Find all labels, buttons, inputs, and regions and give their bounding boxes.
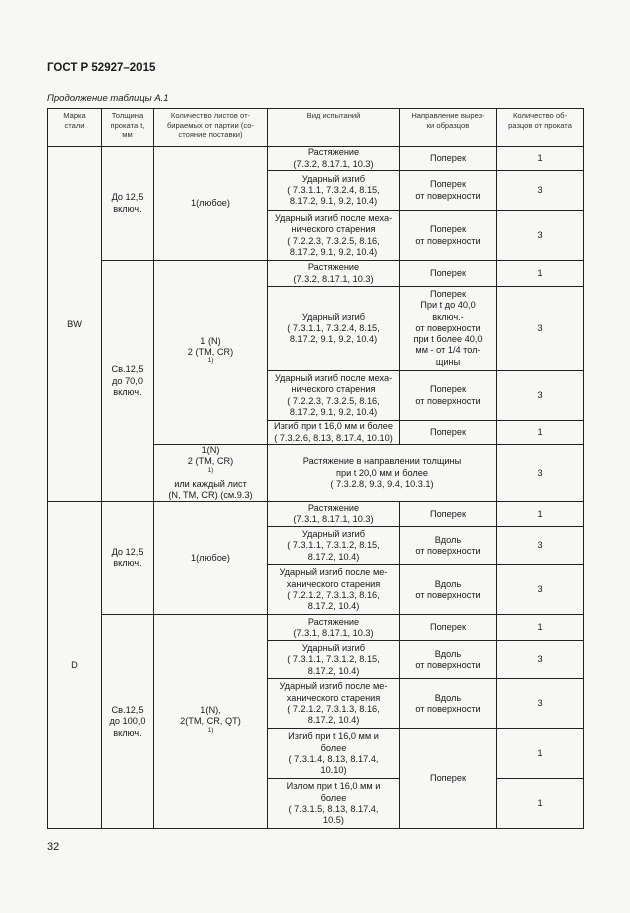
thickness-cell: До 12,5 включ.	[102, 502, 154, 615]
test-cell: Ударный изгиб ( 7.3.1.1, 7.3.1.2, 8.15, 8.17.2, 10.4)	[268, 641, 400, 679]
direction-cell: Поперек При t до 40,0 включ.- от поверхности при t более 40,0 мм - от 1/4 тол- щины	[400, 287, 497, 371]
test-cell: Растяжение (7.3.1, 8.17.1, 10.3)	[268, 502, 400, 527]
qty-cell: 1	[497, 421, 584, 445]
table-row	[48, 615, 584, 641]
test-cell: Растяжение (7.3.1, 8.17.1, 10.3)	[268, 615, 400, 641]
table-row	[48, 261, 584, 287]
header-sheet-count: Количество листов от- бираемых от партии (со- стояние поставки)	[154, 109, 268, 147]
footnote-ref: 1)	[207, 466, 214, 474]
qty-cell: 1	[497, 502, 584, 527]
sheets-cell: 1(N) 2 (TM, CR) $^{1)}$ или каждый лист (N, TM, CR) (см.9.3)	[154, 445, 268, 502]
test-cell: Ударный изгиб после ме- ханического старения ( 7.2.1.2, 7.3.1.3, 8.16, 8.17.2, 10.4)	[268, 679, 400, 729]
sheets-cell: 1(N), 2(TM, CR, QT) $^{1)}$	[154, 615, 268, 829]
grade-cell-d: D	[48, 502, 102, 829]
direction-cell: Вдоль от поверхности	[400, 641, 497, 679]
direction-cell: Поперек	[400, 421, 497, 445]
thickness-cell: Св.12,5 до 70,0 включ.	[102, 261, 154, 502]
test-cell: Ударный изгиб ( 7.3.1.1, 7.3.2.4, 8.15, 8.17.2, 9.1, 9.2, 10.4)	[268, 287, 400, 371]
thickness-cell: До 12,5 включ.	[102, 147, 154, 261]
direction-cell: Поперек	[400, 147, 497, 171]
test-cell: Растяжение (7.3.2, 8.17.1, 10.3)	[268, 147, 400, 171]
qty-cell: 1	[497, 261, 584, 287]
test-cell: Ударный изгиб после ме- ханического старения ( 7.2.1.2, 7.3.1.3, 8.16, 8.17.2, 10.4)	[268, 565, 400, 615]
qty-cell: 3	[497, 211, 584, 261]
header-row	[48, 109, 584, 147]
test-cell: Ударный изгиб ( 7.3.1.1, 7.3.2.4, 8.15, 8.17.2, 9.1, 9.2, 10.4)	[268, 171, 400, 211]
grade-cell-bw: BW	[48, 147, 102, 502]
direction-cell: Поперек	[400, 615, 497, 641]
test-cell: Изгиб при t 16,0 мм и более ( 7.3.2.6, 8.13, 8.17.4, 10.10)	[268, 421, 400, 445]
thickness-cell: Св.12,5 до 100,0 включ.	[102, 615, 154, 829]
direction-cell: Поперек от поверхности	[400, 371, 497, 421]
direction-cell: Вдоль от поверхности	[400, 679, 497, 729]
direction-cell: Поперек от поверхности	[400, 211, 497, 261]
qty-cell: 1	[497, 729, 584, 779]
sheets-cell: 1(любое)	[154, 147, 268, 261]
test-cell: Ударный изгиб после меха- нического старения ( 7.2.2.3, 7.3.2.5, 8.16, 8.17.2, 9.1, 9.2, 10.4)	[268, 211, 400, 261]
test-requirements-table	[47, 108, 584, 829]
direction-cell: Вдоль от поверхности	[400, 565, 497, 615]
test-cell: Излом при t 16,0 мм и более ( 7.3.1.5, 8.13, 8.17.4, 10.5)	[268, 779, 400, 829]
test-cell: Ударный изгиб ( 7.3.1.1, 7.3.1.2, 8.15, 8.17.2, 10.4)	[268, 527, 400, 565]
document-id: ГОСТ Р 52927–2015	[47, 62, 156, 74]
test-cell: Растяжение (7.3.2, 8.17.1, 10.3)	[268, 261, 400, 287]
direction-cell: Поперек	[400, 729, 497, 829]
sheets-cell: 1(любое)	[154, 502, 268, 615]
table-caption: Продолжение таблицы А.1	[47, 93, 169, 104]
direction-cell: Вдоль от поверхности	[400, 527, 497, 565]
header-sample-count: Количество об- разцов от проката	[497, 109, 584, 147]
direction-cell: Поперек	[400, 502, 497, 527]
qty-cell: 3	[497, 565, 584, 615]
header-cut-direction: Направление вырез- ки образцов	[400, 109, 497, 147]
qty-cell: 1	[497, 147, 584, 171]
direction-cell: Поперек от поверхности	[400, 171, 497, 211]
qty-cell: 3	[497, 171, 584, 211]
test-cell: Изгиб при t 16,0 мм и более ( 7.3.1.4, 8.13, 8.17.4, 10.10)	[268, 729, 400, 779]
test-cell: Растяжение в направлении толщины при t 20,0 мм и более ( 7.3.2.8, 9.3, 9.4, 10.3.1)	[268, 445, 497, 502]
direction-cell: Поперек	[400, 261, 497, 287]
test-cell: Ударный изгиб после меха- нического старения ( 7.2.2.3, 7.3.2.5, 8.16, 8.17.2, 9.1, 9.2, 10.4)	[268, 371, 400, 421]
footnote-ref: 1)	[207, 726, 214, 734]
page-number: 32	[47, 841, 60, 853]
header-steel-grade: Марка стали	[48, 109, 102, 147]
qty-cell: 3	[497, 527, 584, 565]
qty-cell: 1	[497, 615, 584, 641]
qty-cell: 3	[497, 641, 584, 679]
footnote-ref: 1)	[207, 357, 214, 365]
qty-cell: 3	[497, 287, 584, 371]
qty-cell: 1	[497, 779, 584, 829]
table-row	[48, 502, 584, 527]
sheets-cell: 1 (N) 2 (TM, CR) $^{1)}$	[154, 261, 268, 445]
table-row	[48, 147, 584, 171]
qty-cell: 3	[497, 445, 584, 502]
header-test-type: Вид испытаний	[268, 109, 400, 147]
qty-cell: 3	[497, 679, 584, 729]
header-thickness: Толщина проката t, мм	[102, 109, 154, 147]
qty-cell: 3	[497, 371, 584, 421]
